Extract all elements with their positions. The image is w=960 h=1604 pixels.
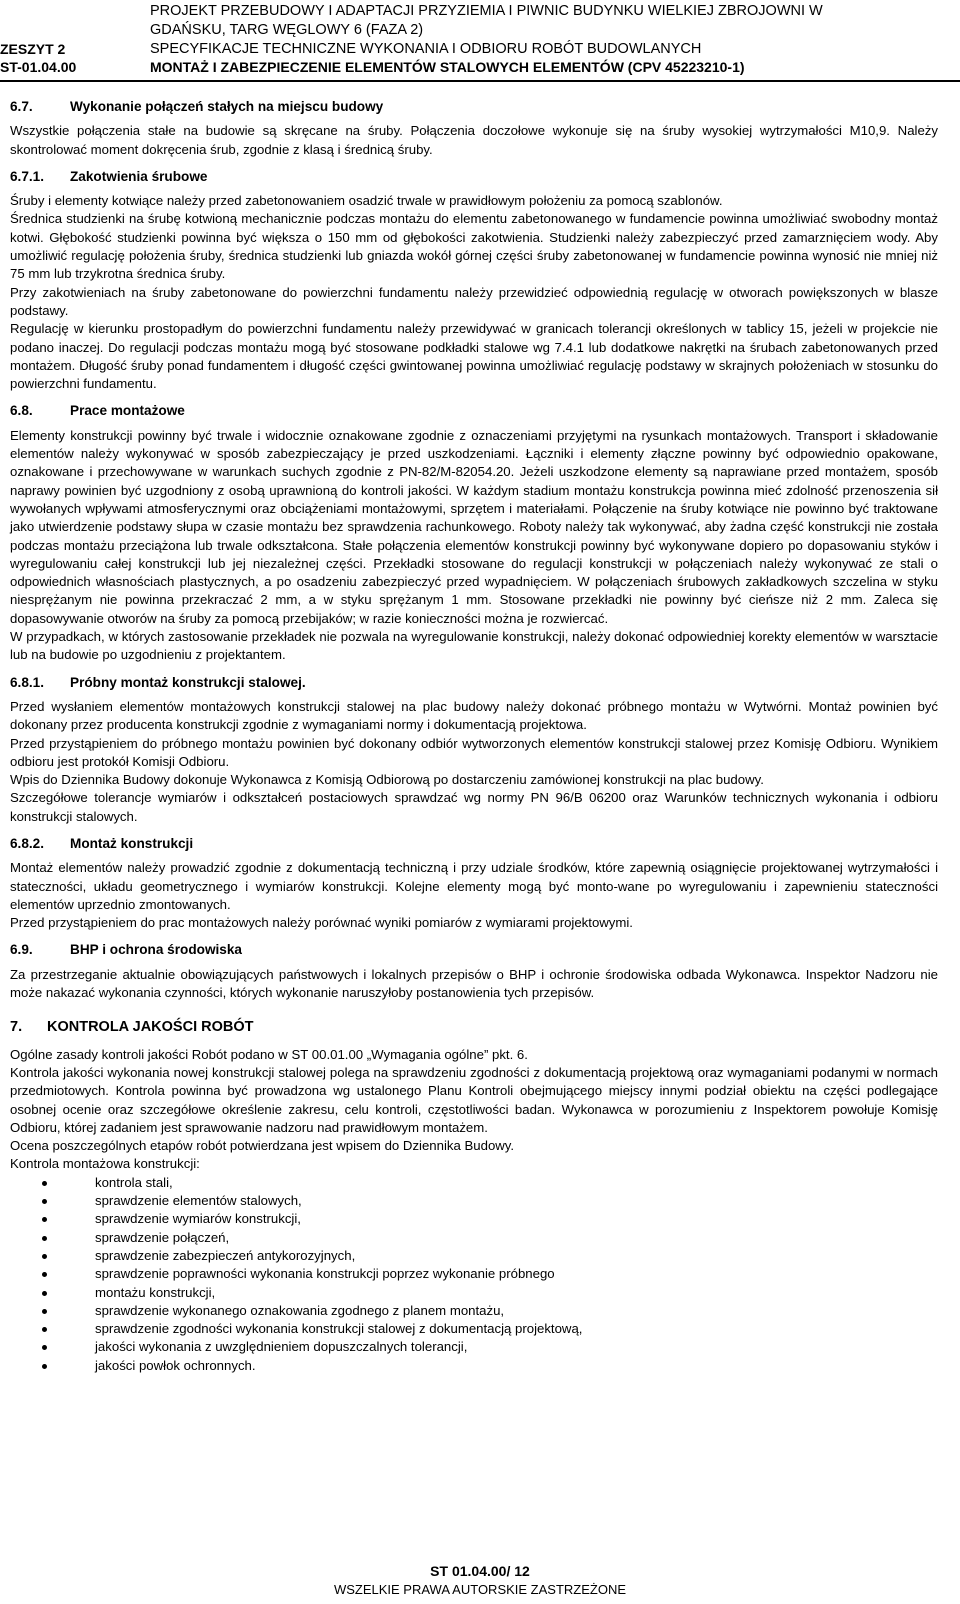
list-item-text: jakości powłok ochronnych. [95, 1357, 256, 1373]
document-body [10, 98, 938, 1375]
footer-page-number: ST 01.04.00/ 12 [430, 1563, 530, 1579]
bullet-icon [42, 1291, 47, 1296]
bullet-icon [42, 1236, 47, 1241]
section-number: 6.8. [10, 403, 33, 419]
paragraph: Przed przystąpieniem do prac montażowych należy porównać wyniki pomiarów z wymiarami projektowymi. [10, 915, 633, 931]
section-number: 6.8.1. [10, 674, 45, 690]
paragraph: Szczegółowe tolerancje wymiarów i odkształceń postaciowych sprawdzać wg normy PN 96/B 06200 oraz Warunków technicznych wykonania i odbioru konstrukcji stalowych. [10, 790, 938, 824]
section-title: Montaż konstrukcji [70, 835, 194, 851]
section-heading-6-8-2 [10, 835, 938, 853]
section-number: 6.8.2. [10, 835, 45, 851]
section-heading-6-8-1 [10, 674, 938, 692]
list-item-text: sprawdzenie połączeń, [95, 1229, 230, 1245]
paragraph: Kontrola jakości wykonania nowej konstrukcji stalowej polega na sprawdzeniu zgodności z dokumentacją projektową oraz wymaganiami podanymi w normach przedmiotowych. Kontrola powinna być prowadzona wg ustalonego Planu Kontroli obejmującego miejscy innymi podział obiektu na części podlegające osobnej ocenie oraz szczegółowe określenie zakresu, celu kontroli, częstotliwości badan. Wykonawca w porozumieniu z Inspektorem powołuje Komisję Odbioru, której zadaniem jest sprawowanie nadzoru nad prawidłowym montażem. [10, 1064, 938, 1135]
page-header [0, 0, 960, 82]
header-spec-title: SPECYFIKACJE TECHNICZNE WYKONANIA I ODBIORU ROBÓT BUDOWLANYCH [150, 41, 702, 57]
list-item-text: sprawdzenie wymiarów konstrukcji, [95, 1211, 301, 1227]
paragraph: Przed wysłaniem elementów montażowych konstrukcji stalowej na plac budowy należy dokonać próbnego montażu w Wytwórni. Montaż powinien być dokonany przez producenta konstrukcji zgodnie z wymaganiami normy i dokumentacją projektowa. [10, 698, 938, 733]
paragraph: W przypadkach, w których zastosowanie przekładek nie pozwala na wyregulowanie konstrukcji, należy dokonać odpowiedniej korekty elementów w warsztacie lub na budowie po uzgodnieniu z projektantem. [10, 629, 938, 663]
bullet-icon [42, 1272, 47, 1277]
list-item [10, 1210, 938, 1228]
list-item [10, 1357, 938, 1375]
paragraph: Wpis do Dziennika Budowy dokonuje Wykonawca z Komisją Odbiorową po dostarczeniu zamówionej konstrukcji na plac budowy. [10, 772, 764, 788]
control-checklist [10, 1174, 938, 1375]
section-heading-6-9 [10, 941, 938, 959]
list-item-text: sprawdzenie zabezpieczeń antykorozyjnych, [95, 1247, 356, 1263]
section-number: 6.7.1. [10, 168, 45, 184]
paragraph: Ocena poszczególnych etapów robót potwierdzana jest wpisem do Dziennika Budowy. [10, 1138, 515, 1154]
section-title: Próbny montaż konstrukcji stalowej. [70, 674, 306, 690]
list-item-text: sprawdzenie zgodności wykonania konstrukcji stalowej z dokumentacją projektową, [95, 1321, 583, 1337]
list-item [10, 1284, 938, 1302]
list-item-text: sprawdzenie elementów stalowych, [95, 1193, 302, 1209]
paragraph: Przy zakotwieniach na śruby zabetonowane do powierzchni fundamentu należy przewidzieć odpowiednią regulację w otworach powiększonych w blasze podstawy. [10, 284, 938, 318]
list-item [10, 1192, 938, 1210]
header-section-title: MONTAŻ I ZABEZPIECZENIE ELEMENTÓW STALOWYCH ELEMENTÓW (CPV 45223210-1) [150, 59, 745, 75]
list-item-text: jakości wykonania z uwzględnieniem dopuszczalnych tolerancji, [95, 1339, 468, 1355]
list-item-text: sprawdzenie wykonanego oznakowania zgodnego z planem montażu, [95, 1302, 505, 1318]
section-number: 6.7. [10, 99, 33, 114]
paragraph: Ogólne zasady kontroli jakości Robót podano w ST 00.01.00 „Wymagania ogólne” pkt. 6. [10, 1046, 528, 1062]
section-heading-6-7-1 [10, 168, 938, 186]
paragraph: Regulację w kierunku prostopadłym do powierzchni fundamentu należy przewidywać w granicach tolerancji określonych w tablicy 15, jeżeli w projekcie nie podano inaczej. Do regulacji podczas montażu mogą być stosowane podkładki stalowe wg 7.4.1 lub dodatkowe nakrętki na śrubach zabetonowanych przed montażem. Długość śruby ponad fundamentem i długość części gwintowanej powinna umożliwiać regulację podstawy w skrajnych położeniach w stosunku do powierzchni fundamentu. [10, 321, 938, 392]
paragraph: Za przestrzeganie aktualnie obowiązujących państwowych i lokalnych przepisów o BHP i ochronie środowiska odbada Wykonawca. Inspektor Nadzoru nie może nakazać wykonania czynności, których wykonanie naruszyłoby postanowienia tych przepisów. [10, 966, 938, 1001]
paragraph: Śruby i elementy kotwiące należy przed zabetonowaniem osadzić trwale w prawidłowym położeniu za pomocą szablonów. [10, 193, 723, 209]
paragraph: Wszystkie połączenia stałe na budowie są skręcane na śruby. Połączenia doczołowe wykonuje się na śruby wysokiej wytrzymałości M10,9. Należy skontrolować moment dokręcenia śrub, zgodnie z klasą i średnicą śruby. [10, 123, 938, 157]
bullet-icon [42, 1327, 47, 1332]
section-title: Wykonanie połączeń stałych na miejscu budowy [70, 99, 384, 114]
list-item-text: kontrola stali, [95, 1174, 173, 1190]
list-item [10, 1320, 938, 1338]
footer-copyright: WSZELKIE PRAWA AUTORSKIE ZASTRZEŻONE [333, 1582, 627, 1597]
section-heading-7 [10, 1018, 938, 1036]
paragraph: Przed przystąpieniem do próbnego montażu powinien być dokonany odbiór wytworzonych elementów konstrukcji stalowej przez Komisję Odbioru. Wynikiem odbioru jest protokół Komisji Odbioru. [10, 735, 938, 769]
header-project-line-2: GDAŃSKU, TARG WĘGLOWY 6 (FAZA 2) [150, 22, 424, 38]
bullet-icon [42, 1364, 47, 1369]
section-title: KONTROLA JAKOŚCI ROBÓT [47, 1019, 254, 1036]
bullet-icon [42, 1345, 47, 1350]
list-item [10, 1229, 938, 1247]
section-title: Zakotwienia śrubowe [70, 168, 208, 184]
bullet-icon [42, 1199, 47, 1204]
section-number: 6.9. [10, 942, 33, 958]
paragraph: Średnica studzienki na śrubę kotwioną mechanicznie podczas montażu do elementu zabetonowanego w fundamencie powinna umożliwiać swobodny montaż kotwi. Głębokość studzienki powinna być większa o 150 mm od głębokości zakotwienia. Studzienki należy zabezpieczyć przed zamarznięciem wody. Aby umożliwić regulację położenia śruby, średnica studzienki lub gniazda wokół górnej części śruby zabetonowanej w fundamencie powinna wynosić nie mniej niż 75 mm lub trzykrotna średnica śruby. [10, 211, 938, 282]
bullet-icon [42, 1181, 47, 1186]
list-item [10, 1174, 938, 1192]
bullet-icon [42, 1309, 47, 1314]
section-title: BHP i ochrona środowiska [70, 942, 242, 958]
header-project-line-1: PROJEKT PRZEBUDOWY I ADAPTACJI PRZYZIEMIA I PIWNIC BUDYNKU WIELKIEJ ZBROJOWNI W [150, 3, 823, 19]
section-heading-6-7 [10, 98, 938, 116]
list-item-text: sprawdzenie poprawności wykonania konstrukcji poprzez wykonanie próbnego [95, 1266, 555, 1282]
section-title: Prace montażowe [70, 403, 185, 419]
bullet-icon [42, 1217, 47, 1222]
paragraph: Montaż elementów należy prowadzić zgodnie z dokumentacją techniczną i przy udziale środków, które zapewnią osiągnięcie projektowanej wytrzymałości i stateczności, układu geometrycznego i wymiarów konstrukcji. Kolejne elementy mogą być monto-wane po wyregulowaniu i zapewnieniu stateczności elementów uprzednio zmontowanych. [10, 860, 938, 912]
paragraph: Kontrola montażowa konstrukcji: [10, 1156, 200, 1172]
bullet-icon [42, 1254, 47, 1259]
list-item [10, 1265, 938, 1283]
header-spec-code: ST-01.04.00 [0, 59, 77, 75]
header-volume: ZESZYT 2 [0, 41, 66, 57]
list-item-text: montażu konstrukcji, [95, 1284, 216, 1300]
section-heading-6-8 [10, 402, 938, 420]
paragraph: Elementy konstrukcji powinny być trwale i widocznie oznakowane zgodnie z oznaczeniami przyjętymi na rysunkach montażowych. Transport i składowanie elementów należy wykonywać w sposób zabezpieczający je przed uszkodzeniami. Łączniki i elementy złączne powinny być odpowiednio opakowane, oznakowane i przechowywane w warunkach suchych zgodnie z PN-82/M-82054.20. Jeżeli uszkodzone elementy są naprawiane przed montażem, sposób naprawy powinien być uzgodniony z osobą uprawnioną do kontroli jakości. W każdym stadium montażu konstrukcja powinna mieć zdolność przenoszenia sił wywołanych wpływami atmosferycznymi oraz obciążeniami montażowymi, sprzętem i materiałami. Połączenie na śruby kotwiące nie powinno być traktowane jako utwierdzenie podstawy słupa w czasie montażu bez sprawdzenia rachunkowego. Roboty należy tak wykonywać, aby żadna część konstrukcji nie została podczas montażu przeciążona lub trwale odkształcona. Stałe połączenia elementów konstrukcji powinny być wykonywane dopiero po dopasowaniu styków i wyregulowaniu całej konstrukcji lub jej niezależnej części. Przekładki stosowane do regulacji konstrukcji w połączeniach należy wykonywać ze stali o odpowiednich własnościach plastycznych, a po osadzeniu zabezpieczyć przed wypadnięciem. W połączeniach śrubowych zakładkowych szczelina w styku niesprężanym nie powinna przekraczać 2 mm, a w styku sprężanym 1 mm. Stosowane przekładki nie powinny być cieńsze niż 2 mm. Zaleca się dopasowywanie otworów na śruby za pomocą przebijaków; w razie konieczności można je rozwiercać. [10, 427, 938, 626]
list-item [10, 1247, 938, 1265]
list-item [10, 1302, 938, 1320]
list-item [10, 1338, 938, 1356]
section-number: 7. [10, 1019, 23, 1036]
